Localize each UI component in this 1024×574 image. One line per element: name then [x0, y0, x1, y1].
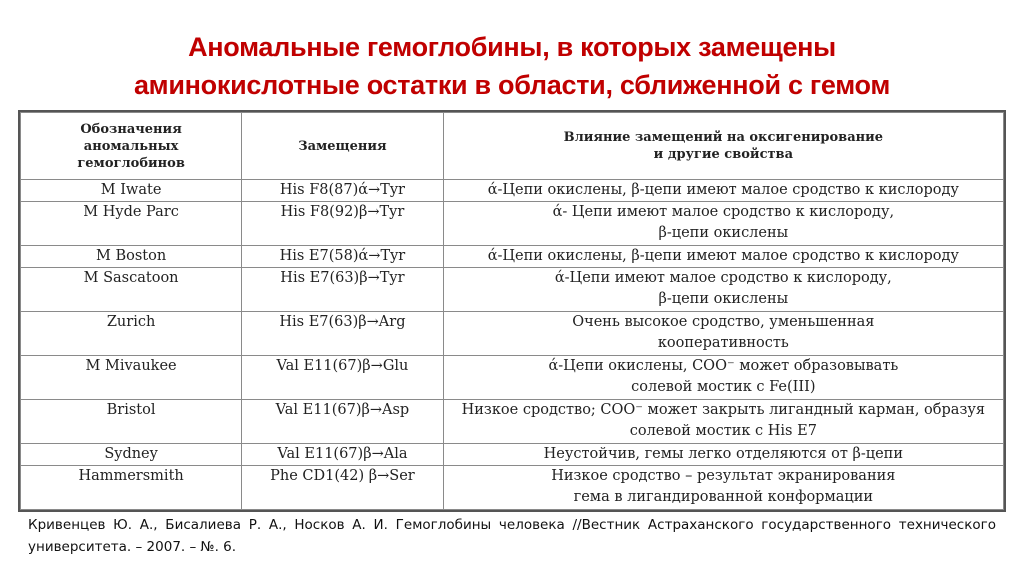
header-name-line: Обозначения — [80, 121, 182, 137]
header-name — [21, 113, 242, 180]
cell-effect-line: Очень высокое сродство, уменьшенная — [572, 314, 875, 330]
cell-substitution: His E7(63)β→Tyr — [242, 268, 444, 312]
cell-name: M Mivaukee — [21, 356, 242, 400]
hemoglobin-table-grid — [20, 112, 1004, 510]
citation: Кривенцев Ю. А., Бисалиева Р. А., Носков А. И. Гемоглобины человека //Вестник Астраханского государственного технического университета. – 2007. – №. 6. — [28, 517, 996, 555]
cell-effect-line: ά- Цепи имеют малое сродство к кислороду, — [552, 204, 895, 220]
cell-substitution: His E7(58)ά→Tyr — [242, 246, 444, 268]
header-name-line: аномальных — [83, 138, 179, 154]
cell-effect-line: ά-Цепи окислены, COO⁻ может образовывать — [548, 358, 899, 374]
table-row — [21, 246, 1004, 268]
cell-name: Bristol — [21, 400, 242, 444]
hemoglobin-table — [18, 110, 1006, 512]
cell-effect-line: β-цепи окислены — [658, 291, 789, 307]
table-row — [21, 444, 1004, 466]
cell-effect-line: кооперативность — [657, 335, 789, 351]
cell-substitution: His E7(63)β→Arg — [242, 312, 444, 356]
cell-name: Zurich — [21, 312, 242, 356]
cell-name: M Boston — [21, 246, 242, 268]
slide-title-line-2: аминокислотные остатки в области, сближенной с гемом — [133, 70, 891, 100]
table-row — [21, 268, 1004, 312]
header-substitution-line: Замещения — [298, 138, 387, 154]
cell-substitution: His F8(92)β→Tyr — [242, 202, 444, 246]
cell-effect-line: Неустойчив, гемы легко отделяются от β-цепи — [543, 446, 903, 462]
cell-substitution: His F8(87)ά→Tyr — [242, 180, 444, 202]
cell-effect-line: ά-Цепи окислены, β-цепи имеют малое сродство к кислороду — [487, 248, 959, 264]
cell-effect — [443, 400, 1003, 444]
table-row — [21, 466, 1004, 510]
cell-effect-line: гема в лигандированной конформации — [573, 489, 874, 505]
slide-title — [0, 28, 1024, 104]
cell-substitution: Val E11(67)β→Ala — [242, 444, 444, 466]
header-name-line: гемоглобинов — [77, 155, 185, 171]
cell-effect-line: Низкое сродство; COO⁻ может закрыть лигандный карман, образуя — [461, 402, 986, 418]
cell-effect-line: ά-Цепи имеют малое сродство к кислороду, — [554, 270, 892, 286]
cell-effect — [443, 356, 1003, 400]
cell-name: M Iwate — [21, 180, 242, 202]
header-effect — [443, 113, 1003, 180]
table-row — [21, 356, 1004, 400]
table-row — [21, 180, 1004, 202]
cell-effect-line: солевой мостик с His E7 — [629, 423, 817, 439]
header-substitution — [242, 113, 444, 180]
header-effect-line: Влияние замещений на оксигенирование — [563, 130, 884, 145]
cell-effect — [443, 246, 1003, 268]
table-row — [21, 202, 1004, 246]
cell-effect — [443, 180, 1003, 202]
table-row — [21, 400, 1004, 444]
cell-effect — [443, 312, 1003, 356]
cell-name: Sydney — [21, 444, 242, 466]
cell-effect — [443, 466, 1003, 510]
header-effect-line: и другие свойства — [653, 147, 793, 162]
cell-effect-line: солевой мостик с Fe(III) — [631, 379, 816, 395]
table-row — [21, 312, 1004, 356]
cell-effect-line: ά-Цепи окислены, β-цепи имеют малое сродство к кислороду — [487, 182, 959, 198]
cell-substitution: Phe CD1(42) β→Ser — [242, 466, 444, 510]
cell-name: M Sascatoon — [21, 268, 242, 312]
cell-name: Hammersmith — [21, 466, 242, 510]
cell-name: M Hyde Parc — [21, 202, 242, 246]
cell-substitution: Val E11(67)β→Asp — [242, 400, 444, 444]
cell-substitution: Val E11(67)β→Glu — [242, 356, 444, 400]
cell-effect-line: Низкое сродство – результат экранирования — [551, 468, 896, 484]
cell-effect — [443, 444, 1003, 466]
cell-effect-line: β-цепи окислены — [658, 225, 789, 241]
cell-effect — [443, 268, 1003, 312]
cell-effect — [443, 202, 1003, 246]
slide-title-line-1: Аномальные гемоглобины, в которых замещены — [188, 32, 836, 62]
table-header-row — [21, 113, 1004, 180]
